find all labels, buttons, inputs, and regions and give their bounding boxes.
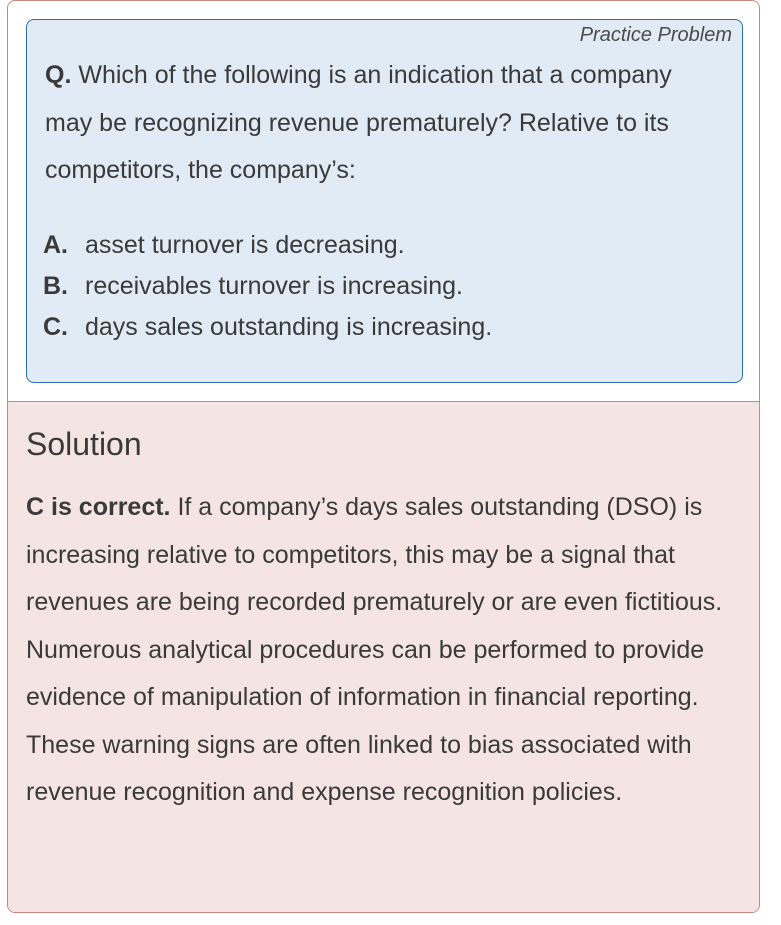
option-b: [43, 266, 492, 307]
answer-options: [43, 225, 492, 348]
solution-text: [26, 484, 742, 817]
option-text: receivables turnover is increasing.: [85, 272, 463, 300]
question-body: Which of the following is an indication that a company may be recognizing revenue prematurely? Relative to its competitors, the company’s:: [45, 61, 672, 184]
option-text: days sales outstanding is increasing.: [85, 313, 493, 341]
option-text: asset turnover is decreasing.: [85, 231, 405, 259]
solution-panel: [8, 401, 759, 913]
correct-answer-label: C is correct.: [26, 493, 171, 521]
solution-title: Solution: [26, 426, 142, 462]
option-letter: A.: [43, 231, 68, 259]
option-c: [43, 307, 492, 348]
option-a: [43, 225, 492, 266]
solution-explanation: If a company’s days sales outstanding (DSO) is increasing relative to competitors, this may be a signal that revenues are being recorded prematurely or are even fictitious. Numerous analytical procedures can be performed to provide evidence of manipulation of information in financial reporting. These warning signs are often linked to bias associated with revenue recognition and expense recognition policies.: [26, 493, 723, 806]
question-text: [45, 52, 685, 195]
option-letter: C.: [43, 313, 68, 341]
question-box: [26, 19, 743, 383]
practice-problem-card: [7, 0, 760, 913]
practice-problem-label: Practice Problem: [579, 24, 732, 46]
option-letter: B.: [43, 272, 68, 300]
question-prefix: Q.: [45, 61, 72, 89]
